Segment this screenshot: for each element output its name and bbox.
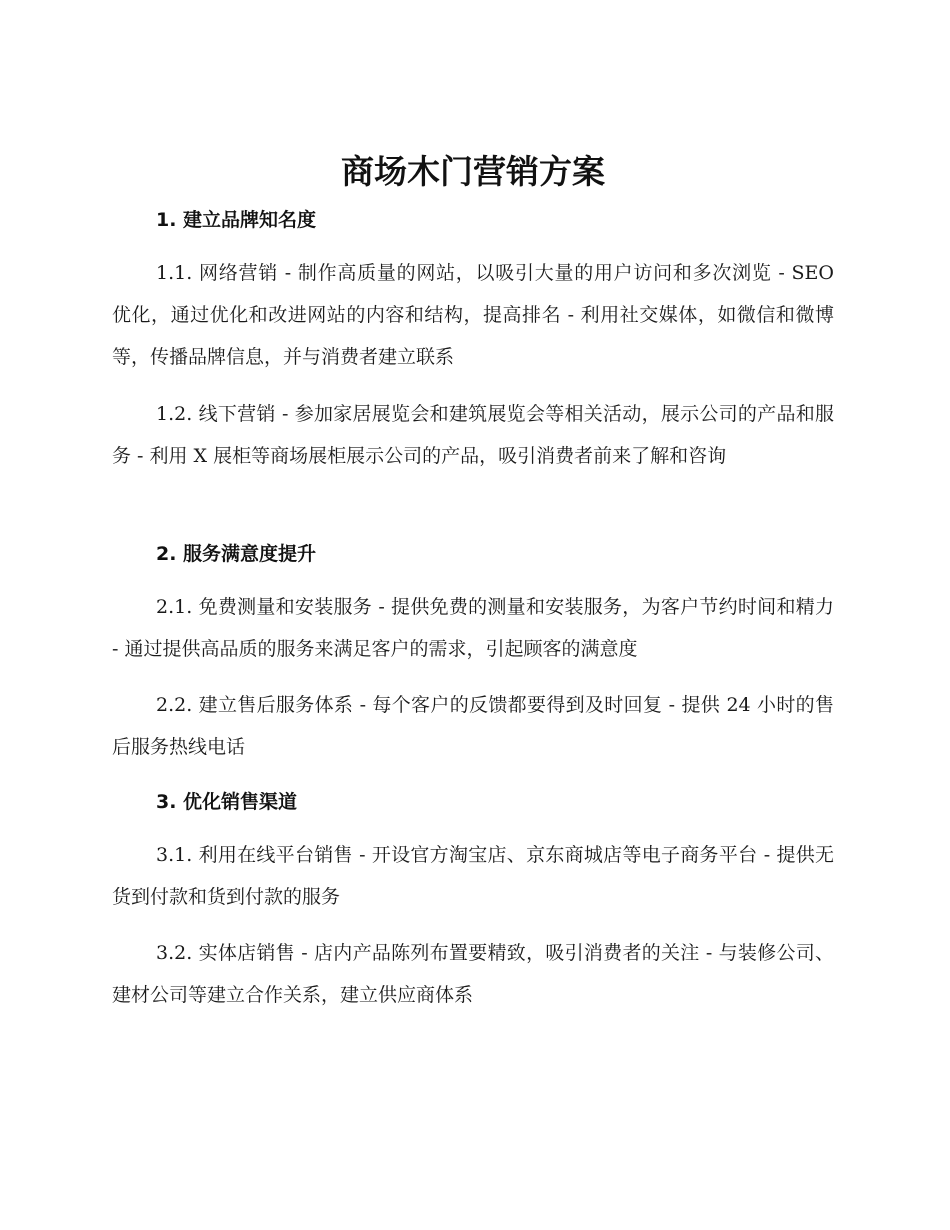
section-heading-1: 1. 建立品牌知名度 [156,209,317,231]
paragraph-3-2: 3.2. 实体店销售 - 店内产品陈列布置要精致，吸引消费者的关注 - 与装修公司、建材公司等建立合作关系，建立供应商体系 [112,942,834,1006]
paragraph-3-1: 3.1. 利用在线平台销售 - 开设官方淘宝店、京东商城店等电子商务平台 - 提供无货到付款和货到付款的服务 [112,844,834,908]
page-title: 商场木门营销方案 [341,152,605,191]
paragraph-2-2: 2.2. 建立售后服务体系 - 每个客户的反馈都要得到及时回复 - 提供 24 小时的售后服务热线电话 [112,694,834,758]
paragraph-1-1: 1.1. 网络营销 - 制作高质量的网站，以吸引大量的用户访问和多次浏览 - SEO 优化，通过优化和改进网站的内容和结构，提高排名 - 利用社交媒体，如微信和微博等，传播品牌信息，并与消费者建立联系 [112,262,834,368]
section-heading-3: 3. 优化销售渠道 [156,791,298,813]
paragraph-2-1: 2.1. 免费测量和安装服务 - 提供免费的测量和安装服务，为客户节约时间和精力 - 通过提供高品质的服务来满足客户的需求，引起顾客的满意度 [112,596,834,660]
paragraph-1-2: 1.2. 线下营销 - 参加家居展览会和建筑展览会等相关活动，展示公司的产品和服务 - 利用 X 展柜等商场展柜展示公司的产品，吸引消费者前来了解和咨询 [112,403,834,467]
section-heading-2: 2. 服务满意度提升 [156,543,317,565]
